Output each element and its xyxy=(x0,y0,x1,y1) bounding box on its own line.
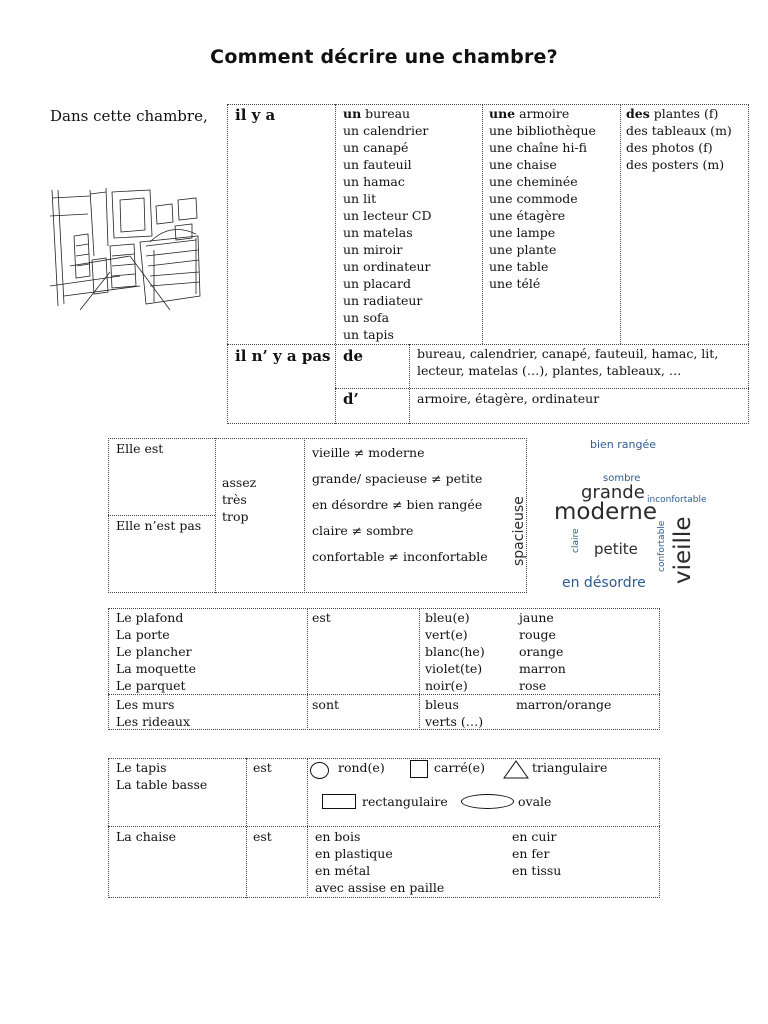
une-nouns-list xyxy=(489,105,596,292)
verb-est: est xyxy=(253,829,272,844)
colors-right-list xyxy=(519,609,566,694)
list-item: une chaîne hi-fi xyxy=(489,140,588,155)
list-item: Le plancher xyxy=(116,644,192,659)
list-item: bleu(e) xyxy=(425,610,470,625)
de-text-line: bureau, calendrier, canapé, fauteuil, hamac, lit, xyxy=(417,346,719,361)
list-item: une étagère xyxy=(489,208,566,223)
chaise-label: La chaise xyxy=(116,829,177,844)
adjective-pairs-list xyxy=(312,440,488,570)
list-item: trop xyxy=(222,509,249,524)
word-confortable: confortable xyxy=(657,520,667,572)
circle-shape-icon xyxy=(310,762,329,779)
list-item: assez xyxy=(222,475,257,490)
word-petite: petite xyxy=(594,540,638,558)
square-shape-icon xyxy=(410,760,428,778)
bedroom-sketch xyxy=(50,186,210,310)
des-article: des xyxy=(626,106,650,121)
word-inconfortable: inconfortable xyxy=(647,495,707,505)
shape-carre-label: carré(e) xyxy=(434,760,485,775)
adjectives-table xyxy=(108,438,527,593)
word-moderne: moderne xyxy=(554,499,658,525)
word-sombre: sombre xyxy=(603,473,641,484)
list-item: Le tapis xyxy=(116,760,167,775)
list-item: vieille ≠ moderne xyxy=(312,445,425,460)
list-item: un radiateur xyxy=(343,293,423,308)
shape-rond-label: rond(e) xyxy=(338,760,385,775)
list-item: en cuir xyxy=(512,829,557,844)
word-spacieuse: spacieuse xyxy=(511,496,527,566)
word-vieille: vieille xyxy=(670,516,696,584)
list-item: en tissu xyxy=(512,863,562,878)
list-item: une chaise xyxy=(489,157,557,172)
list-item: bleus xyxy=(425,697,459,712)
list-item: un lecteur CD xyxy=(343,208,432,223)
d-label: d’ xyxy=(343,390,359,408)
list-item: une lampe xyxy=(489,225,556,240)
word-claire: claire xyxy=(571,528,581,553)
list-item: en métal xyxy=(315,863,371,878)
list-item: blanc(he) xyxy=(425,644,485,659)
shape-ovale-label: ovale xyxy=(518,794,552,809)
list-item: un matelas xyxy=(343,225,413,240)
il-n-y-a-pas-label: il n’ y a pas xyxy=(235,347,331,365)
list-item: une commode xyxy=(489,191,578,206)
colors-table xyxy=(108,608,660,730)
adjective-word-cloud xyxy=(511,436,707,596)
des-nouns-list xyxy=(626,105,732,173)
elle-est-label: Elle est xyxy=(116,441,164,456)
intro-text: Dans cette chambre, xyxy=(50,107,208,125)
list-item: une télé xyxy=(489,276,541,291)
list-item: orange xyxy=(519,644,564,659)
rectangle-shape-icon xyxy=(322,794,356,809)
list-item: rose xyxy=(519,678,547,693)
list-item: noir(e) xyxy=(425,678,468,693)
list-item: marron xyxy=(519,661,566,676)
un-nouns-list xyxy=(343,105,431,343)
shape-triangulaire-label: triangulaire xyxy=(532,760,608,775)
list-item: un canapé xyxy=(343,140,409,155)
list-item: rouge xyxy=(519,627,556,642)
list-item: confortable ≠ inconfortable xyxy=(312,549,488,564)
list-item: une cheminée xyxy=(489,174,578,189)
list-item: en plastique xyxy=(315,846,393,861)
un-article: un xyxy=(343,106,362,121)
shapes-materials-table xyxy=(108,758,660,898)
list-item: jaune xyxy=(519,610,554,625)
list-item: une plante xyxy=(489,242,557,257)
list-item: un sofa xyxy=(343,310,390,325)
list-item: grande/ spacieuse ≠ petite xyxy=(312,471,483,486)
de-label: de xyxy=(343,347,364,365)
list-item: des photos (f) xyxy=(626,140,713,155)
oval-shape-icon xyxy=(461,794,514,809)
list-item: La table basse xyxy=(116,777,208,792)
list-item: une bibliothèque xyxy=(489,123,596,138)
list-item: un calendrier xyxy=(343,123,429,138)
word-en-desordre: en désordre xyxy=(562,575,646,591)
des-first-noun: plantes (f) xyxy=(653,106,719,121)
une-first-noun: armoire xyxy=(519,106,570,121)
word-bien-rangee: bien rangée xyxy=(590,438,657,451)
list-item: un tapis xyxy=(343,327,394,342)
colors-left-list xyxy=(425,609,485,694)
singular-subjects-list xyxy=(116,609,196,694)
list-item: des posters (m) xyxy=(626,157,725,172)
verb-sont: sont xyxy=(312,697,340,712)
list-item: Les rideaux xyxy=(116,714,191,729)
list-item: vert(e) xyxy=(425,627,468,642)
materials-left-list xyxy=(315,828,444,896)
list-item: un ordinateur xyxy=(343,259,431,274)
de-nouns xyxy=(417,345,718,379)
shape-subjects-list xyxy=(116,759,207,793)
page-title: Comment décrire une chambre? xyxy=(210,46,558,68)
verb-est: est xyxy=(312,610,331,625)
il-y-a-table xyxy=(227,104,749,424)
list-item: Les murs xyxy=(116,697,175,712)
triangle-shape-icon xyxy=(503,760,529,779)
list-item: Le plafond xyxy=(116,610,184,625)
list-item: Le parquet xyxy=(116,678,186,693)
list-item: en fer xyxy=(512,846,550,861)
plural-colors-list xyxy=(425,696,483,730)
list-item: très xyxy=(222,492,247,507)
list-item: violet(te) xyxy=(425,661,483,676)
une-article: une xyxy=(489,106,516,121)
word-grande: grande xyxy=(581,482,645,503)
list-item: un lit xyxy=(343,191,377,206)
d-nouns: armoire, étagère, ordinateur xyxy=(417,391,600,406)
de-text-line: lecteur, matelas (…), plantes, tableaux, … xyxy=(417,363,682,378)
list-item: claire ≠ sombre xyxy=(312,523,414,538)
list-item: un placard xyxy=(343,276,411,291)
un-first-noun: bureau xyxy=(365,106,411,121)
list-item: des tableaux (m) xyxy=(626,123,732,138)
list-item: un hamac xyxy=(343,174,405,189)
il-y-a-label: il y a xyxy=(235,106,276,124)
list-item: un fauteuil xyxy=(343,157,412,172)
plural-subjects-list xyxy=(116,696,190,730)
list-item: La porte xyxy=(116,627,170,642)
materials-right-list xyxy=(512,828,561,879)
list-item: avec assise en paille xyxy=(315,880,445,895)
adverbs-list xyxy=(222,474,256,525)
plural-colors-right: marron/orange xyxy=(516,697,612,712)
list-item: La moquette xyxy=(116,661,196,676)
elle-nest-pas-label: Elle n’est pas xyxy=(116,518,202,533)
list-item: verts (…) xyxy=(425,714,484,729)
list-item: un miroir xyxy=(343,242,403,257)
shape-rectangulaire-label: rectangulaire xyxy=(362,794,448,809)
verb-est: est xyxy=(253,760,272,775)
list-item: une table xyxy=(489,259,549,274)
list-item: en bois xyxy=(315,829,361,844)
list-item: en désordre ≠ bien rangée xyxy=(312,497,483,512)
